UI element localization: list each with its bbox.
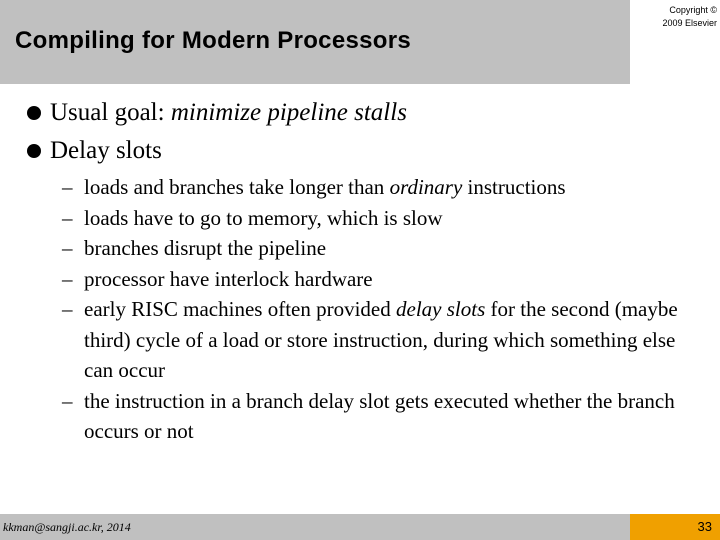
sub-bullet-list [62, 172, 702, 447]
dash-icon: – [62, 297, 73, 321]
slide-title: Compiling for Modern Processors [15, 27, 412, 54]
sub-bullet-text: loads have to go to memory, which is slow [84, 205, 443, 230]
sub-bullet-item [62, 203, 702, 234]
dash-icon: – [62, 266, 73, 291]
sub-bullet-item [62, 233, 702, 264]
sub-bullet-emphasis: delay slots [396, 297, 486, 321]
footer-bar [0, 514, 720, 540]
sub-bullet-text: instructions [462, 175, 566, 199]
page-number-box [630, 514, 720, 540]
dash-icon: – [62, 175, 73, 199]
dash-icon: – [62, 388, 73, 413]
sub-bullet-text: loads and branches take longer than [84, 175, 390, 199]
sub-bullet-item [62, 386, 702, 447]
sub-bullet-text: the instruction in a branch delay slot gets executed whether the branch occurs or not [84, 388, 675, 443]
sub-bullet-emphasis: ordinary [389, 175, 463, 199]
dash-icon: – [62, 205, 73, 230]
title-bar [0, 0, 630, 84]
bullet-lead-text: Delay slots [50, 137, 162, 164]
sub-bullet-text: processor have interlock hardware [84, 266, 373, 291]
copyright-line-2: 2009 Elsevier [662, 18, 717, 28]
bullet-item [26, 132, 706, 170]
copyright-line-1: Copyright © [669, 5, 717, 15]
bullet-dot-icon [27, 106, 41, 120]
bullet-item [26, 94, 706, 132]
sub-bullet-text: for the second (maybe third) cycle of a load or store instruction, during which something else can occur [84, 297, 678, 382]
bullet-emphasis-text: minimize pipeline stalls [170, 99, 407, 126]
sub-bullet-text: branches disrupt the pipeline [84, 236, 327, 260]
copyright-notice [637, 4, 717, 30]
sub-bullet-item [62, 264, 702, 295]
bullet-lead-text: Usual goal: [50, 99, 171, 126]
footer-author: kkman@sangji.ac.kr, 2014 [3, 520, 131, 534]
sub-bullet-item [62, 294, 702, 386]
sub-bullet-text: early RISC machines often provided [84, 297, 397, 321]
dash-icon: – [62, 236, 73, 260]
page-number: 33 [697, 519, 712, 534]
bullet-dot-icon [27, 144, 41, 158]
bullet-list [26, 94, 706, 170]
sub-bullet-item [62, 172, 702, 203]
